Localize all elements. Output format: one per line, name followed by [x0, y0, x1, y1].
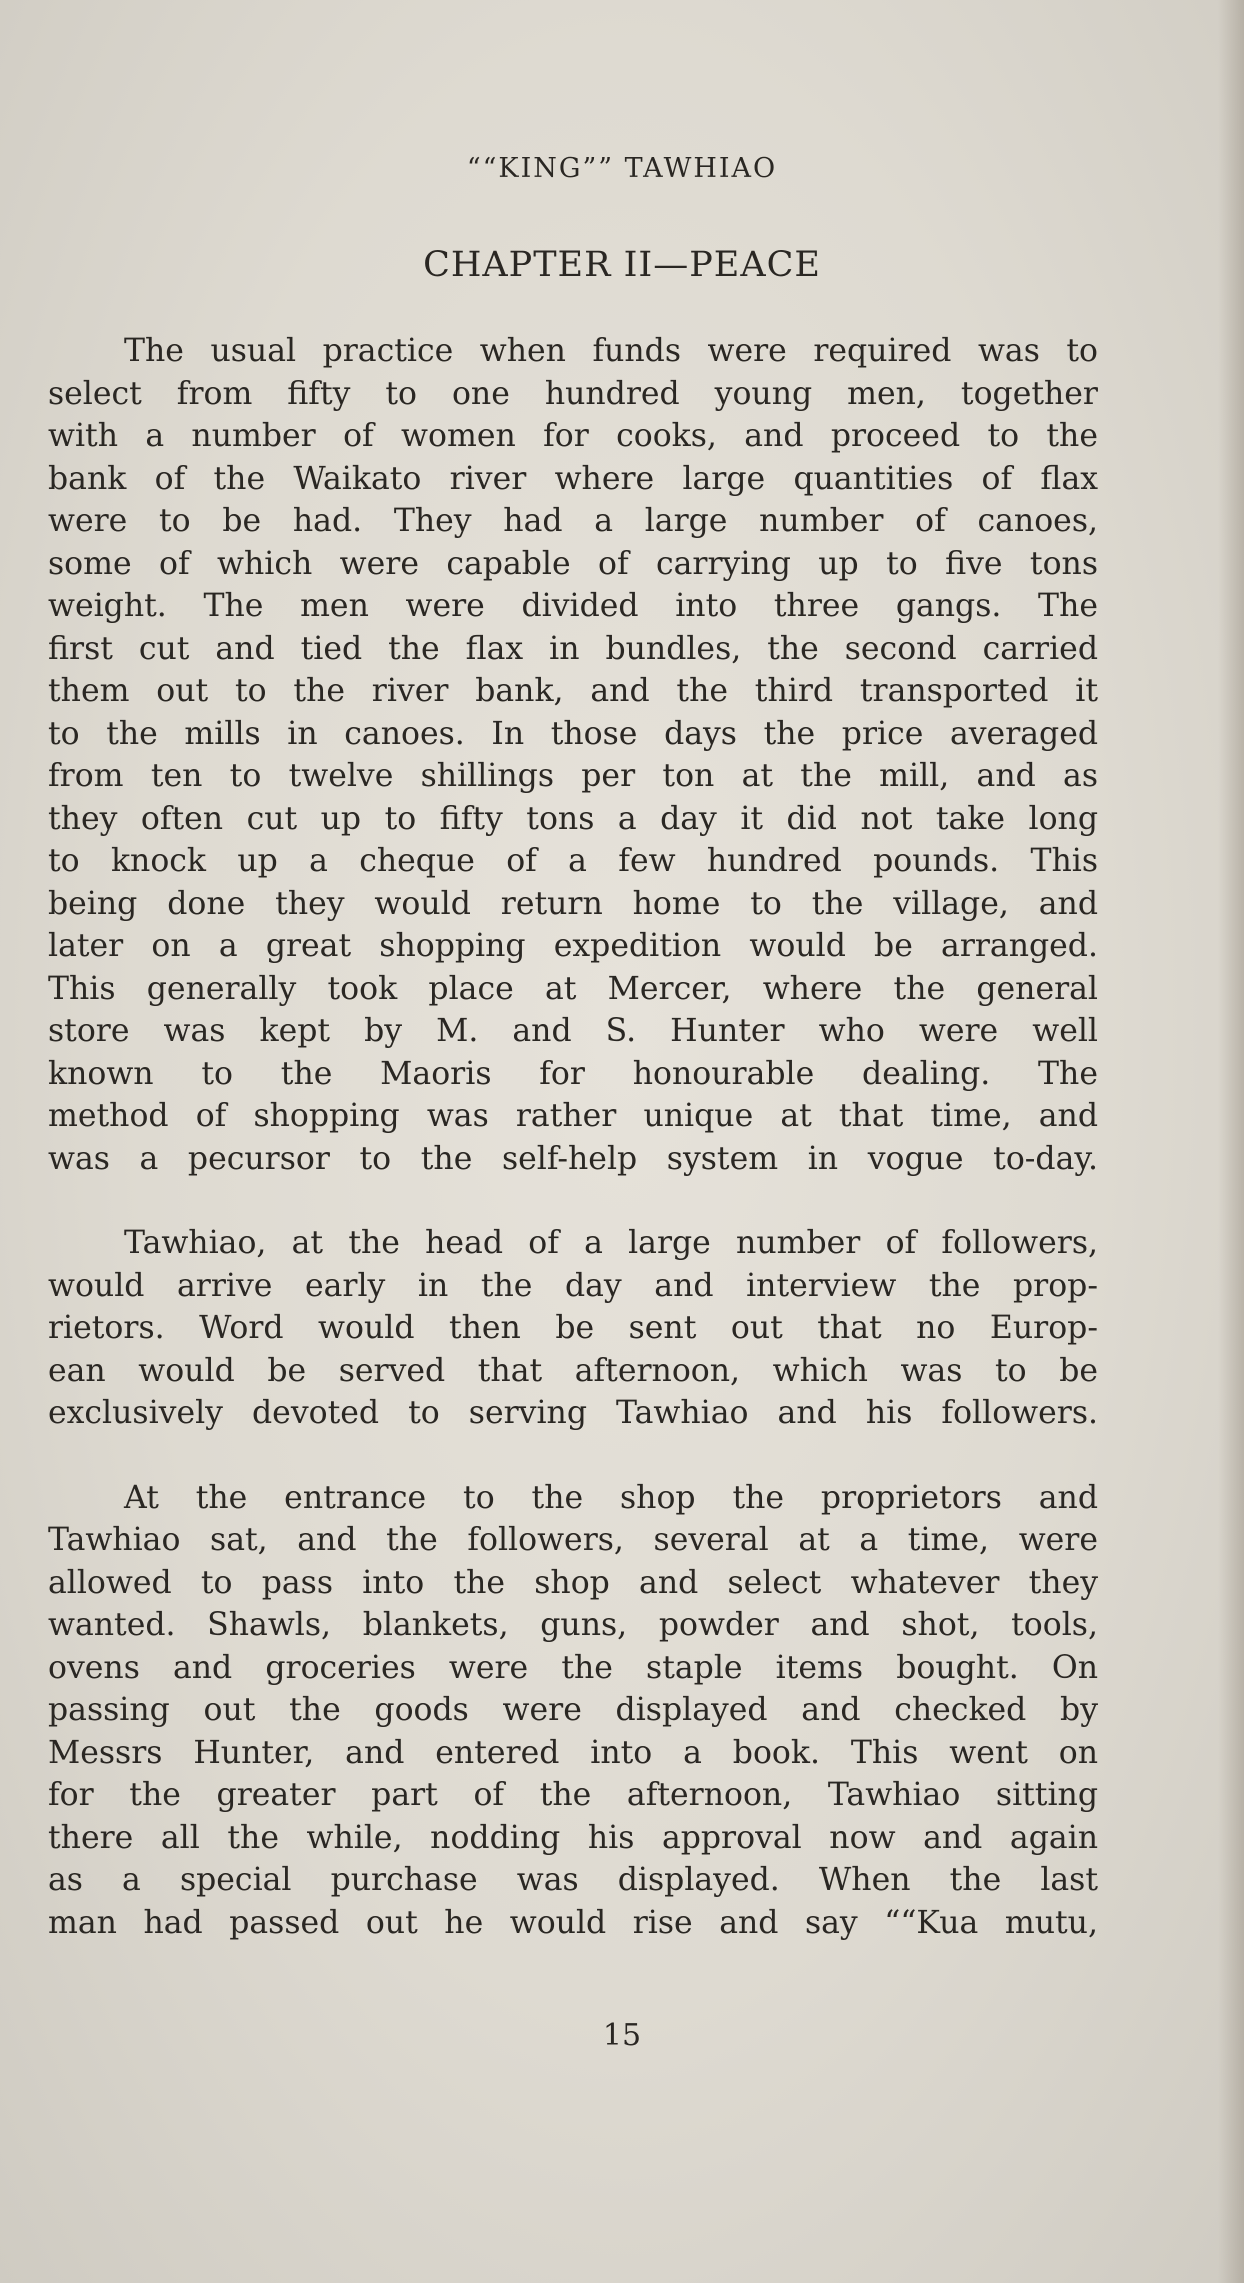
text-line: they often cut up to fifty tons a day it did not take long	[48, 800, 1098, 837]
text-line: ean would be served that afternoon, which was to be	[48, 1352, 1098, 1389]
text-line: as a special purchase was displayed. When the last	[48, 1862, 1098, 1898]
text-line: there all the while, nodding his approval now and again	[48, 1819, 1098, 1856]
text-line: them out to the river bank, and the third transported it	[48, 673, 1098, 709]
text-line: later on a great shopping expedition would be arranged.	[48, 928, 1098, 964]
text-line: some of which were capable of carrying up to five tons	[48, 545, 1098, 582]
text-line: rietors. Word would then be sent out that no Europ-	[48, 1310, 1098, 1346]
text-line: method of shopping was rather unique at that time, and	[48, 1098, 1098, 1134]
body-text	[48, 330, 1098, 1944]
text-line: were to be had. They had a large number of canoes,	[48, 503, 1098, 539]
text-line: first cut and tied the flax in bundles, the second carried	[48, 630, 1098, 667]
text-line: bank of the Waikato river where large quantities of flax	[48, 460, 1098, 497]
text-line: store was kept by M. and S. Hunter who were well	[48, 1013, 1098, 1049]
text-line: The usual practice when funds were required was to	[124, 333, 1098, 369]
paragraph-gap	[48, 1180, 1098, 1222]
running-head: ““KING”” TAWHIAO	[466, 153, 778, 184]
page-number: 15	[602, 2018, 642, 2053]
text-line: to the mills in canoes. In those days the price averaged	[48, 715, 1098, 752]
text-line: to knock up a cheque of a few hundred pounds. This	[48, 843, 1098, 879]
text-line: Messrs Hunter, and entered into a book. This went on	[48, 1734, 1098, 1771]
text-line: allowed to pass into the shop and select whatever they	[48, 1564, 1098, 1601]
text-line: exclusively devoted to serving Tawhiao and his followers.	[48, 1395, 1098, 1431]
text-line: from ten to twelve shillings per ton at the mill, and as	[48, 758, 1098, 794]
text-line: Tawhiao, at the head of a large number of followers,	[124, 1225, 1098, 1261]
text-line: weight. The men were divided into three gangs. The	[48, 588, 1098, 624]
text-line: man had passed out he would rise and say ““Kua mutu,	[48, 1904, 1098, 1941]
text-line: being done they would return home to the village, and	[48, 885, 1098, 922]
text-line: select from fifty to one hundred young men, together	[48, 375, 1098, 412]
text-line: with a number of women for cooks, and proceed to the	[48, 418, 1098, 454]
chapter-title: CHAPTER II—PEACE	[423, 245, 821, 285]
page-edge-shadow	[1218, 0, 1244, 2283]
text-line: At the entrance to the shop the proprietors and	[124, 1479, 1098, 1516]
text-line: known to the Maoris for honourable dealing. The	[48, 1055, 1098, 1092]
text-line: Tawhiao sat, and the followers, several at a time, were	[48, 1522, 1098, 1558]
text-line: was a pecursor to the self-help system in vogue to-day.	[48, 1140, 1098, 1177]
text-line: wanted. Shawls, blankets, guns, powder and shot, tools,	[48, 1607, 1098, 1643]
text-line: passing out the goods were displayed and checked by	[48, 1692, 1098, 1728]
text-line: ovens and groceries were the staple items bought. On	[48, 1649, 1098, 1686]
text-line: This generally took place at Mercer, where the general	[48, 970, 1098, 1007]
text-line: for the greater part of the afternoon, Tawhiao sitting	[48, 1777, 1098, 1813]
text-line: would arrive early in the day and interview the prop-	[48, 1267, 1098, 1304]
paragraph-gap	[48, 1435, 1098, 1477]
